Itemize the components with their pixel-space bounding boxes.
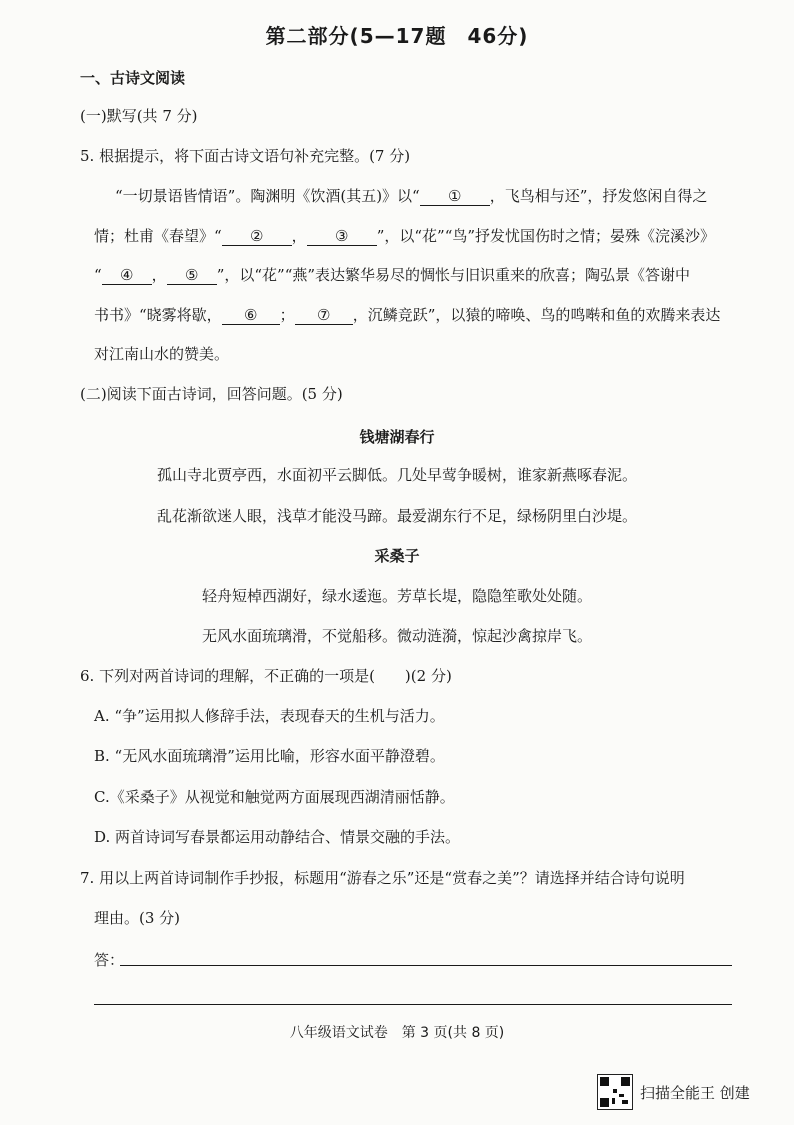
option-d[interactable]: D. 两首诗词写春景都运用动静结合、情景交融的手法。 bbox=[94, 828, 461, 846]
option-a[interactable]: A. “争”运用拟人修辞手法，表现春天的生机与活力。 bbox=[94, 707, 445, 725]
blank-5[interactable]: ⑤ bbox=[167, 266, 217, 285]
subsection-dictation: (一)默写(共 7 分) bbox=[80, 107, 198, 125]
blank-7[interactable]: ⑦ bbox=[295, 306, 353, 325]
poem-1-title: 钱塘湖春行 bbox=[359, 428, 435, 446]
scanner-watermark: 扫描全能王 创建 bbox=[640, 1084, 750, 1102]
q5-line-5: 对江南山水的赞美。 bbox=[94, 345, 230, 363]
blank-3[interactable]: ③ bbox=[307, 227, 377, 246]
subsection-poetry: (二)阅读下面古诗词，回答问题。(5 分) bbox=[80, 385, 343, 403]
section-heading: 一、古诗文阅读 bbox=[80, 69, 186, 87]
answer-line-1[interactable] bbox=[120, 965, 732, 966]
answer-line-2[interactable] bbox=[94, 1004, 732, 1005]
question-5-prompt: 5. 根据提示，将下面古诗文语句补充完整。(7 分) bbox=[80, 147, 411, 165]
blank-1[interactable]: ① bbox=[420, 187, 490, 206]
q5-line-3: “ ④ ， ⑤ ”，以“花”“燕”表达繁华易尽的惆怅与旧识重来的欣喜；陶弘景《答谢中 bbox=[94, 266, 691, 284]
qr-code-icon bbox=[597, 1074, 633, 1110]
option-b[interactable]: B. “无风水面琉璃滑”运用比喻，形容水面平静澄碧。 bbox=[94, 747, 445, 765]
question-7-prompt: 7. 用以上两首诗词制作手抄报，标题用“游春之乐”还是“赏春之美”？请选择并结合诗句说明 bbox=[80, 869, 685, 887]
question-6-prompt: 6. 下列对两首诗词的理解，不正确的一项是( )(2 分) bbox=[80, 667, 452, 685]
q5-line-4: 书书》“晓雾将歇， ⑥ ； ⑦ ，沉鳞竞跃”，以猿的啼唤、鸟的鸣啭和鱼的欢腾来表达 bbox=[94, 306, 721, 324]
question-7-prompt-cont: 理由。(3 分) bbox=[94, 909, 181, 927]
page-footer: 八年级语文试卷 第 3 页(共 8 页) bbox=[289, 1025, 505, 1041]
blank-2[interactable]: ② bbox=[222, 227, 292, 246]
q5-line-2: 情；杜甫《春望》“ ② ， ③ ”，以“花”“鸟”抒发忧国伤时之情；晏殊《浣溪沙》 bbox=[94, 227, 716, 245]
poem-2-line-1: 轻舟短棹西湖好，绿水逶迤。芳草长堤，隐隐笙歌处处随。 bbox=[201, 587, 592, 605]
option-c[interactable]: C.《采桑子》从视觉和触觉两方面展现西湖清丽恬静。 bbox=[94, 788, 455, 806]
poem-2-title: 采桑子 bbox=[374, 547, 420, 565]
q5-line-1: “一切景语皆情语”。陶渊明《饮酒(其五)》以“ ① ，飞鸟相与还”，抒发悠闲自得之 bbox=[115, 187, 708, 205]
blank-4[interactable]: ④ bbox=[102, 266, 152, 285]
blank-6[interactable]: ⑥ bbox=[222, 306, 280, 325]
poem-2-line-2: 无风水面琉璃滑，不觉船移。微动涟漪，惊起沙禽掠岸飞。 bbox=[201, 627, 592, 645]
page-title: 第二部分(5—17题 46分) bbox=[265, 24, 529, 48]
answer-label: 答： bbox=[94, 951, 125, 969]
poem-1-line-1: 孤山寺北贾亭西，水面初平云脚低。几处早莺争暖树，谁家新燕啄春泥。 bbox=[156, 466, 637, 484]
poem-1-line-2: 乱花渐欲迷人眼，浅草才能没马蹄。最爱湖东行不足，绿杨阴里白沙堤。 bbox=[156, 507, 637, 525]
